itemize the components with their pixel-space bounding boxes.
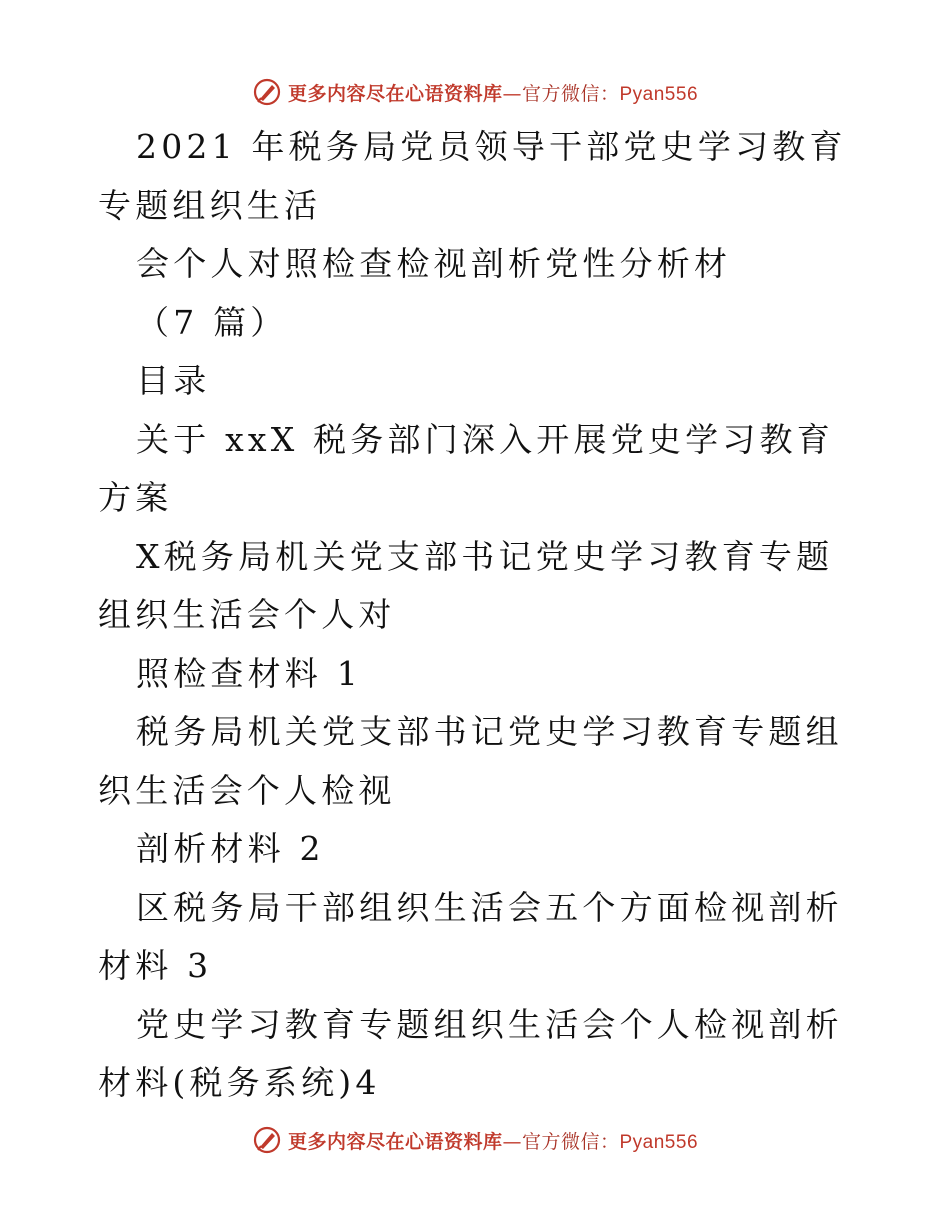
watermark-brand: 更多内容尽在心语资料库 [287,1130,503,1153]
document-title-line-3: （7 篇） [136,302,288,342]
document-body [98,118,858,1113]
toc-item: 剖析材料 2 [136,829,325,868]
watermark-wechat-id: Pyan556 [619,1131,699,1153]
toc-item: X税务局机关党支部书记党史学习教育专题组织生活会个人对 [98,536,834,634]
document-title-line-2: 会个人对照检查检视剖析党性分析材 [136,244,732,283]
watermark-dash: — [502,1130,522,1153]
toc-item: 区税务局干部组织生活会五个方面检视剖析材料 3 [98,887,843,985]
feather-pen-logo-icon [252,77,282,107]
toc-item: 照检查材料 1 [136,653,362,693]
watermark-banner-top [0,72,950,112]
watermark-brand: 更多内容尽在心语资料库 [287,82,503,105]
toc-item: 关于 xxX 税务部门深入开展党史学习教育方案 [98,419,834,517]
watermark-text [288,79,698,106]
watermark-banner-bottom [0,1120,950,1160]
watermark-official: 官方微信： [521,1130,620,1153]
watermark-dash: — [502,82,522,105]
feather-pen-logo-icon [252,1125,282,1155]
watermark-wechat-id: Pyan556 [619,83,699,105]
watermark-official: 官方微信： [521,82,620,105]
toc-item: 税务局机关党支部书记党史学习教育专题组织生活会个人检视 [98,712,843,810]
watermark-text [288,1127,698,1154]
toc-heading: 目录 [136,361,211,400]
document-title-line-1: 2021 年税务局党员领导干部党史学习教育专题组织生活 [98,127,847,225]
toc-item: 党史学习教育专题组织生活会个人检视剖析材料(税务系统)4 [98,1004,843,1102]
